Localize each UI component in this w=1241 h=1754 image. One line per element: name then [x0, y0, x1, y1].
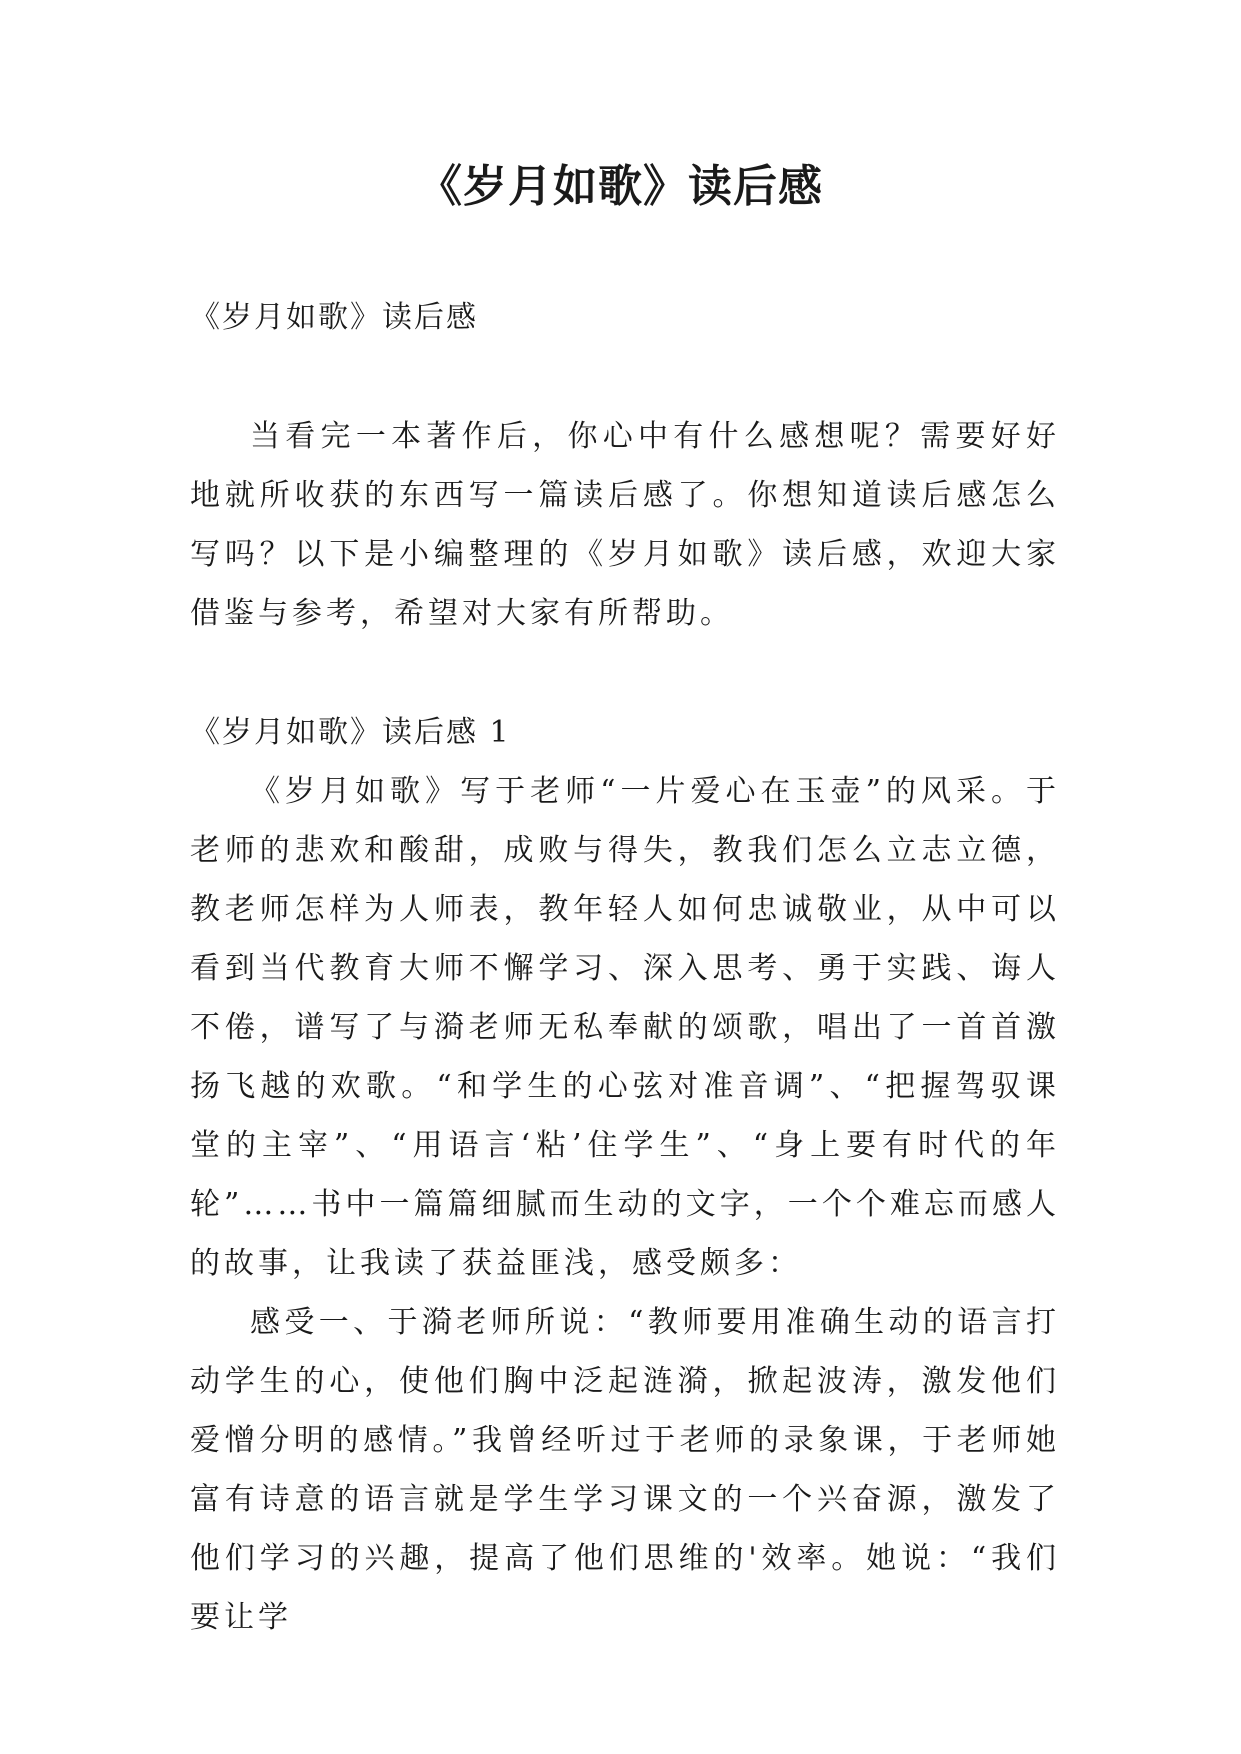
document-subtitle: 《岁月如歌》读后感 [190, 300, 478, 335]
body-paragraph: 《岁月如歌》写于老师“一片爱心在玉壶”的风采。于老师的悲欢和酸甜，成败与得失，教我们怎么立志立德，教老师怎样为人师表，教年轻人如何忠诚敬业，从中可以看到当代教育大师不懈学习、深入思考、勇于实践、诲人不倦，谱写了与漪老师无私奉献的颂歌，唱出了一首首激扬飞越的欢歌。“和学生的心弦对准音调”、“把握驾驭课堂的主宰”、“用语言‘粘’住学生”、“身上要有时代的年轮”……书中一篇篇细腻而生动的文字，一个个难忘而感人的故事，让我读了获益匪浅，感受颇多： [190, 774, 1060, 1281]
spacer [190, 643, 1060, 703]
section-heading: 《岁月如歌》读后感 1 [190, 715, 511, 750]
spacer [190, 347, 1060, 407]
document-title: 《岁月如歌》读后感 [418, 161, 823, 212]
intro-paragraph: 当看完一本著作后，你心中有什么感想呢？需要好好地就所收获的东西写一篇读后感了。你想知道读后感怎么写吗？以下是小编整理的《岁月如歌》读后感，欢迎大家借鉴与参考，希望对大家有所帮助。 [190, 419, 1060, 631]
body-paragraph: 感受一、于漪老师所说：“教师要用准确生动的语言打动学生的心，使他们胸中泛起涟漪，掀起波涛，激发他们爱憎分明的感情。”我曾经听过于老师的录象课，于老师她富有诗意的语言就是学生学习课文的一个兴奋源，激发了他们学习的兴趣，提高了他们思维的'效率。她说：“我们要让学 [190, 1305, 1060, 1635]
document-body [190, 288, 1060, 1647]
